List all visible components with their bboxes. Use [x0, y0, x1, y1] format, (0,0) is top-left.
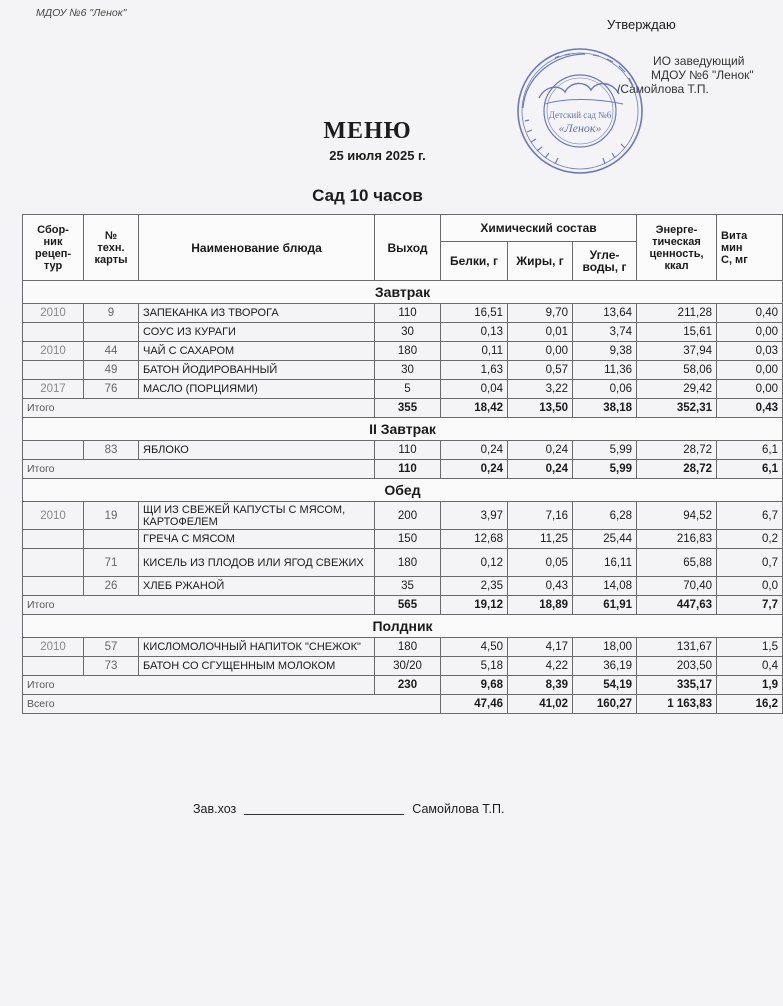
total-carbs: 54,19	[573, 676, 637, 695]
cell-dish: СОУС ИЗ КУРАГИ	[139, 323, 375, 342]
cell-energy: 203,50	[637, 657, 717, 676]
total-vitamin: 1,9	[717, 676, 783, 695]
cell-protein: 16,51	[441, 304, 508, 323]
cell-dish: ЯБЛОКО	[139, 441, 375, 460]
cell-dish: КИСЕЛЬ ИЗ ПЛОДОВ ИЛИ ЯГОД СВЕЖИХ	[139, 549, 375, 577]
cell-card-no: 83	[84, 441, 139, 460]
cell-dish: ГРЕЧА С МЯСОМ	[139, 530, 375, 549]
cell-output: 180	[375, 638, 441, 657]
grand-protein: 47,46	[441, 695, 508, 714]
cell-energy: 216,83	[637, 530, 717, 549]
cell-output: 30	[375, 323, 441, 342]
section-row	[23, 615, 783, 638]
col-dish-header: Наименование блюда	[139, 215, 375, 281]
cell-dish: БАТОН ЙОДИРОВАННЫЙ	[139, 361, 375, 380]
cell-carbs: 13,64	[573, 304, 637, 323]
cell-protein: 4,50	[441, 638, 508, 657]
cell-source	[23, 441, 84, 460]
total-label: Итого	[23, 399, 375, 418]
cell-vitamin: 6,7	[717, 502, 783, 530]
cell-carbs: 0,06	[573, 380, 637, 399]
signature-blank	[244, 814, 404, 815]
cell-energy: 28,72	[637, 441, 717, 460]
grand-total-label: Всего	[23, 695, 441, 714]
cell-card-no: 49	[84, 361, 139, 380]
cell-fat: 0,43	[508, 577, 573, 596]
cell-output: 30	[375, 361, 441, 380]
approver-org: МДОУ №6 "Ленок"	[651, 68, 754, 82]
approver-name: /Самойлова Т.П.	[617, 82, 709, 96]
total-protein: 0,24	[441, 460, 508, 479]
section-row	[23, 479, 783, 502]
cell-source: 2010	[23, 638, 84, 657]
table-row	[23, 304, 783, 323]
section-title: II Завтрак	[23, 418, 783, 441]
cell-carbs: 11,36	[573, 361, 637, 380]
grand-energy: 1 163,83	[637, 695, 717, 714]
cell-vitamin: 0,7	[717, 549, 783, 577]
cell-dish: КИСЛОМОЛОЧНЫЙ НАПИТОК "СНЕЖОК"	[139, 638, 375, 657]
total-fat: 18,89	[508, 596, 573, 615]
cell-energy: 131,67	[637, 638, 717, 657]
total-label: Итого	[23, 676, 375, 695]
total-carbs: 61,91	[573, 596, 637, 615]
col-source-header: Сбор- ник рецеп- тур	[23, 215, 84, 281]
total-output: 355	[375, 399, 441, 418]
cell-vitamin: 0,03	[717, 342, 783, 361]
cell-vitamin: 1,5	[717, 638, 783, 657]
total-row	[23, 676, 783, 695]
table-row	[23, 441, 783, 460]
cell-card-no	[84, 323, 139, 342]
total-row	[23, 399, 783, 418]
col-card-header: № техн. карты	[84, 215, 139, 281]
total-fat: 0,24	[508, 460, 573, 479]
cell-fat: 0,00	[508, 342, 573, 361]
total-fat: 8,39	[508, 676, 573, 695]
cell-card-no: 73	[84, 657, 139, 676]
cell-protein: 1,63	[441, 361, 508, 380]
cell-carbs: 3,74	[573, 323, 637, 342]
cell-card-no: 44	[84, 342, 139, 361]
cell-output: 180	[375, 549, 441, 577]
cell-energy: 29,42	[637, 380, 717, 399]
table-row	[23, 361, 783, 380]
section-title: Полдник	[23, 615, 783, 638]
total-energy: 335,17	[637, 676, 717, 695]
grand-total-row	[23, 695, 783, 714]
cell-source	[23, 549, 84, 577]
cell-fat: 4,22	[508, 657, 573, 676]
cell-carbs: 16,11	[573, 549, 637, 577]
cell-source	[23, 323, 84, 342]
cell-protein: 12,68	[441, 530, 508, 549]
cell-energy: 70,40	[637, 577, 717, 596]
cell-output: 150	[375, 530, 441, 549]
cell-energy: 94,52	[637, 502, 717, 530]
cell-protein: 0,04	[441, 380, 508, 399]
cell-fat: 11,25	[508, 530, 573, 549]
menu-date: 25 июля 2025 г.	[329, 148, 426, 163]
total-label: Итого	[23, 596, 375, 615]
cell-protein: 5,18	[441, 657, 508, 676]
cell-source: 2010	[23, 304, 84, 323]
cell-dish: ЗАПЕКАНКА ИЗ ТВОРОГА	[139, 304, 375, 323]
total-protein: 19,12	[441, 596, 508, 615]
cell-carbs: 36,19	[573, 657, 637, 676]
total-energy: 352,31	[637, 399, 717, 418]
cell-dish: ЩИ ИЗ СВЕЖЕЙ КАПУСТЫ С МЯСОМ, КАРТОФЕЛЕМ	[139, 502, 375, 530]
cell-output: 110	[375, 304, 441, 323]
table-row	[23, 638, 783, 657]
cell-fat: 9,70	[508, 304, 573, 323]
cell-fat: 7,16	[508, 502, 573, 530]
section-row	[23, 418, 783, 441]
total-row	[23, 596, 783, 615]
cell-card-no: 76	[84, 380, 139, 399]
cell-source: 2010	[23, 502, 84, 530]
menu-table	[22, 214, 783, 714]
grand-fat: 41,02	[508, 695, 573, 714]
cell-carbs: 6,28	[573, 502, 637, 530]
col-chem-header: Химический состав	[441, 215, 637, 242]
cell-dish: ХЛЕБ РЖАНОЙ	[139, 577, 375, 596]
section-title: Обед	[23, 479, 783, 502]
cell-protein: 0,12	[441, 549, 508, 577]
total-vitamin: 0,43	[717, 399, 783, 418]
total-protein: 18,42	[441, 399, 508, 418]
cell-protein: 2,35	[441, 577, 508, 596]
col-carbs-header: Угле- воды, г	[573, 242, 637, 281]
cell-fat: 0,57	[508, 361, 573, 380]
cell-vitamin: 0,2	[717, 530, 783, 549]
table-row	[23, 323, 783, 342]
cell-energy: 37,94	[637, 342, 717, 361]
table-row	[23, 530, 783, 549]
cell-protein: 0,24	[441, 441, 508, 460]
cell-output: 180	[375, 342, 441, 361]
cell-energy: 211,28	[637, 304, 717, 323]
svg-text:Детский сад №6: Детский сад №6	[548, 110, 612, 120]
cell-card-no: 19	[84, 502, 139, 530]
cell-source: 2017	[23, 380, 84, 399]
total-output: 230	[375, 676, 441, 695]
cell-card-no	[84, 530, 139, 549]
total-output: 565	[375, 596, 441, 615]
grand-vitamin: 16,2	[717, 695, 783, 714]
cell-card-no: 26	[84, 577, 139, 596]
total-protein: 9,68	[441, 676, 508, 695]
cell-vitamin: 0,0	[717, 577, 783, 596]
col-vitamin-header: Вита мин С, мг	[717, 215, 783, 281]
cell-carbs: 25,44	[573, 530, 637, 549]
cell-card-no: 71	[84, 549, 139, 577]
cell-energy: 15,61	[637, 323, 717, 342]
cell-vitamin: 0,00	[717, 323, 783, 342]
approver-position: ИО заведующий	[653, 54, 745, 68]
table-row	[23, 549, 783, 577]
cell-dish: БАТОН СО СГУЩЕННЫМ МОЛОКОМ	[139, 657, 375, 676]
total-vitamin: 6,1	[717, 460, 783, 479]
cell-output: 200	[375, 502, 441, 530]
cell-output: 35	[375, 577, 441, 596]
cell-output: 30/20	[375, 657, 441, 676]
cell-output: 110	[375, 441, 441, 460]
cell-source	[23, 530, 84, 549]
cell-fat: 0,01	[508, 323, 573, 342]
cell-energy: 58,06	[637, 361, 717, 380]
total-fat: 13,50	[508, 399, 573, 418]
document-title: МЕНЮ	[323, 118, 412, 144]
table-row	[23, 502, 783, 530]
col-output-header: Выход	[375, 215, 441, 281]
table-row	[23, 657, 783, 676]
total-carbs: 5,99	[573, 460, 637, 479]
cell-protein: 0,13	[441, 323, 508, 342]
section-title: Завтрак	[23, 281, 783, 304]
cell-dish: МАСЛО (ПОРЦИЯМИ)	[139, 380, 375, 399]
cell-fat: 0,24	[508, 441, 573, 460]
cell-vitamin: 6,1	[717, 441, 783, 460]
cell-carbs: 18,00	[573, 638, 637, 657]
signer-role: Зав.хоз	[193, 802, 237, 816]
cell-source	[23, 657, 84, 676]
cell-dish: ЧАЙ С САХАРОМ	[139, 342, 375, 361]
col-protein-header: Белки, г	[441, 242, 508, 281]
cell-card-no: 57	[84, 638, 139, 657]
cell-fat: 3,22	[508, 380, 573, 399]
signer-name: Самойлова Т.П.	[412, 802, 505, 816]
menu-category: Сад 10 часов	[312, 186, 423, 205]
col-energy-header: Энерге- тическая ценность, ккал	[637, 215, 717, 281]
cell-vitamin: 0,00	[717, 380, 783, 399]
total-carbs: 38,18	[573, 399, 637, 418]
grand-carbs: 160,27	[573, 695, 637, 714]
section-row	[23, 281, 783, 304]
approve-label: Утверждаю	[607, 17, 676, 32]
cell-source: 2010	[23, 342, 84, 361]
cell-carbs: 14,08	[573, 577, 637, 596]
cell-protein: 0,11	[441, 342, 508, 361]
cell-vitamin: 0,4	[717, 657, 783, 676]
table-row	[23, 342, 783, 361]
cell-source	[23, 577, 84, 596]
total-vitamin: 7,7	[717, 596, 783, 615]
signature-line	[193, 802, 504, 816]
total-label: Итого	[23, 460, 375, 479]
total-energy: 447,63	[637, 596, 717, 615]
cell-protein: 3,97	[441, 502, 508, 530]
table-row	[23, 380, 783, 399]
organization-name: МДОУ №6 "Ленок"	[36, 7, 127, 19]
table-row	[23, 577, 783, 596]
cell-carbs: 5,99	[573, 441, 637, 460]
cell-source	[23, 361, 84, 380]
total-row	[23, 460, 783, 479]
cell-carbs: 9,38	[573, 342, 637, 361]
cell-energy: 65,88	[637, 549, 717, 577]
total-output: 110	[375, 460, 441, 479]
svg-text:«Ленок»: «Ленок»	[558, 121, 602, 135]
col-fat-header: Жиры, г	[508, 242, 573, 281]
total-energy: 28,72	[637, 460, 717, 479]
cell-fat: 0,05	[508, 549, 573, 577]
cell-fat: 4,17	[508, 638, 573, 657]
cell-vitamin: 0,00	[717, 361, 783, 380]
cell-card-no: 9	[84, 304, 139, 323]
cell-output: 5	[375, 380, 441, 399]
cell-vitamin: 0,40	[717, 304, 783, 323]
